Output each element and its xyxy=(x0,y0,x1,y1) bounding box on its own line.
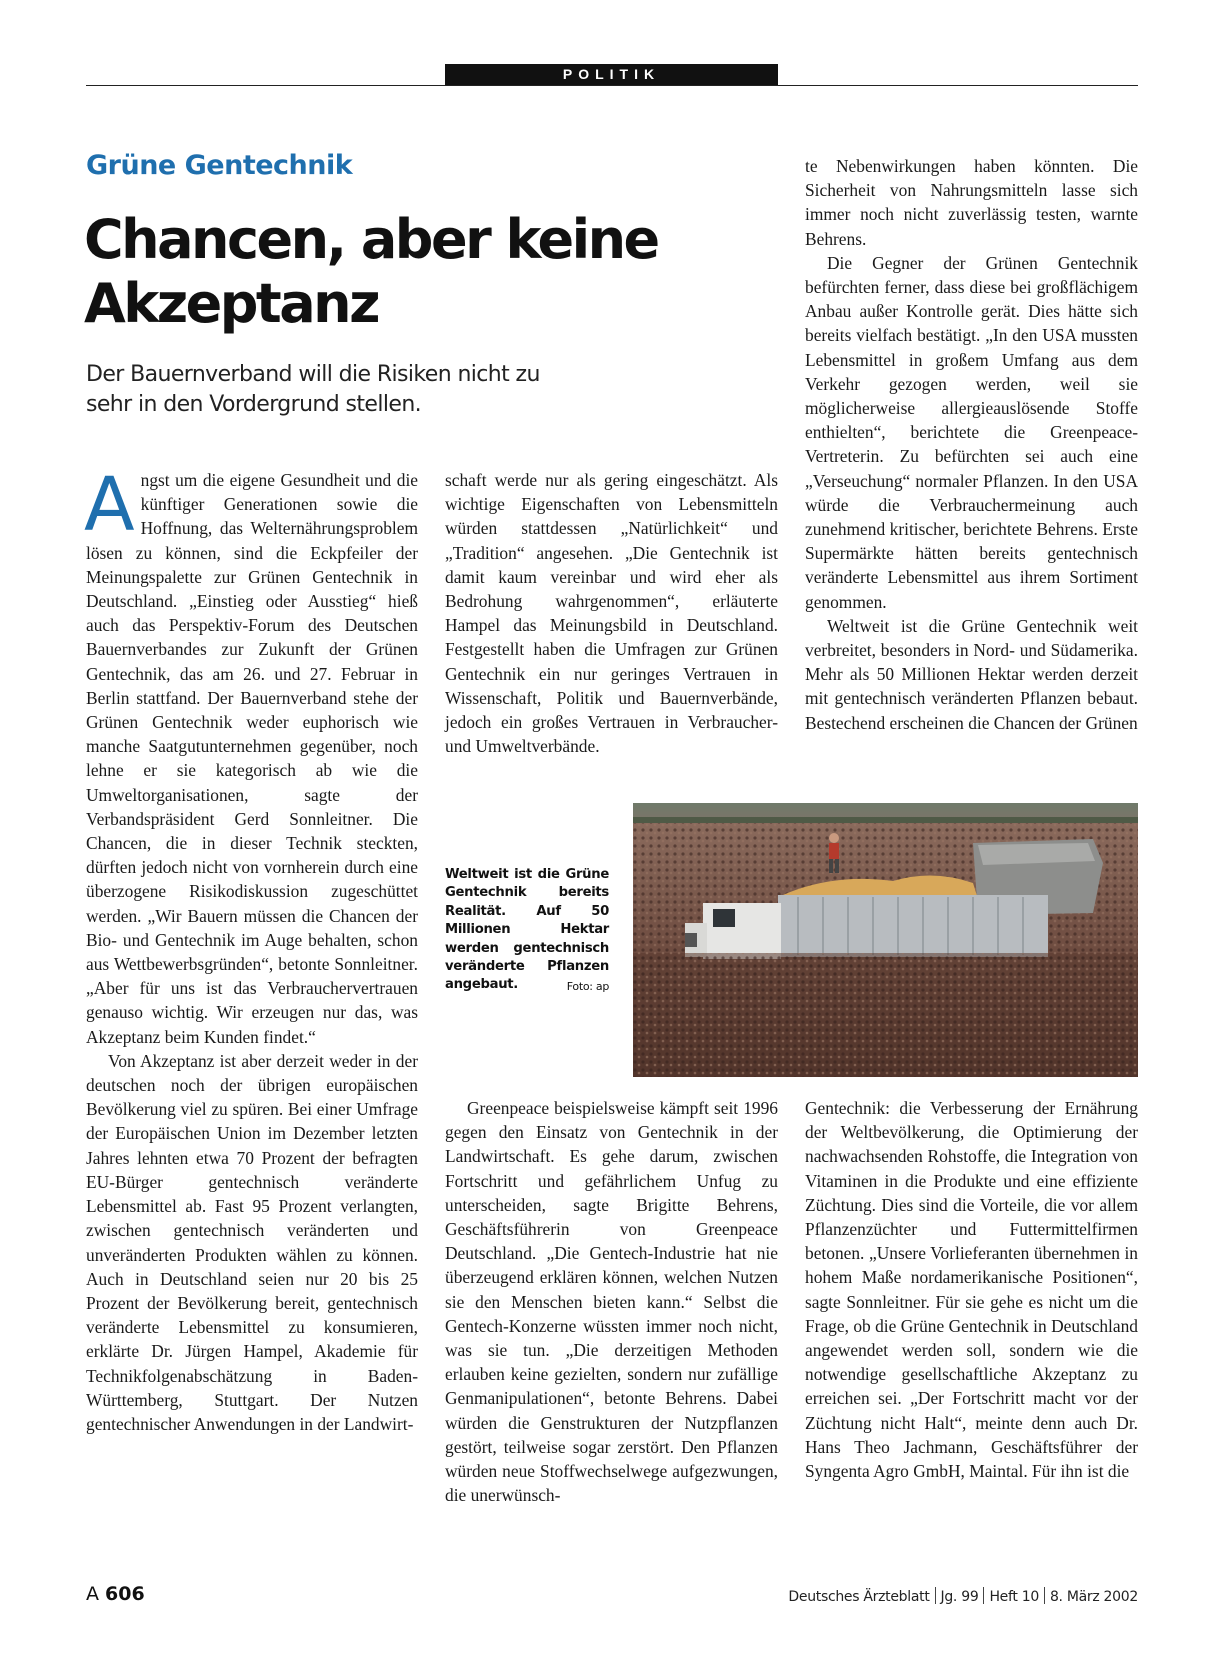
section-label: POLITIK xyxy=(445,64,778,85)
article-headline: Chancen, aber keine Akzeptanz xyxy=(84,208,658,335)
paragraph: Die Gegner der Grünen Gentechnik befürchten ferner, dass diese bei großflächigem Anbau außer Kontrolle gerät. Dies hätte sich bereits vielfach bestätigt. „In den USA mussten Lebensmittel in großem Umfang aus dem Verkehr gezogen werden, weil sie möglicherweise allergieauslösende Stoffe enthielten“, berichtete die Greenpeace-Vertreterin. Zu befürchten sei auch eine „Verseuchung“ normaler Pflanzen. In den USA würde die Verbrauchermeinung auch zunehmend kritischer, berichtete Behrens. Erste Supermärkte hätten bereits gentechnisch veränderte Lebensmittel aus ihrem Sortiment genommen. xyxy=(805,252,1138,612)
article-column-3-top xyxy=(805,154,1138,735)
drop-cap: A xyxy=(84,462,135,548)
paragraph xyxy=(84,462,418,1049)
journal-date: 8. März 2002 xyxy=(1049,1589,1138,1605)
paragraph: schaft werde nur als gering eingeschätzt. Als wichtige Eigenschaften von Lebensmitteln würden stattdessen „Natürlichkeit“ und „Tradition“ angesehen. „Die Gentechnik ist damit kaum vereinbar und wird eher als Bedrohung wahrgenommen“, erläuterte Hampel das Meinungsbild in Deutschland. Festgestellt haben die Umfragen zur Grünen Gentechnik ein nur geringes Vertrauen in Wissenschaft, Politik und Bauernverbände, jedoch ein großes Vertrauen in Verbraucher- und Umweltverbände. xyxy=(445,470,778,757)
paragraph: te Nebenwirkungen haben könnten. Die Sicherheit von Nahrungsmitteln lasse sich immer noch nicht zuverlässig testen, warnte Behrens. xyxy=(805,156,1138,249)
journal-footer xyxy=(788,1587,1138,1605)
harvest-truck-photo xyxy=(633,803,1138,1077)
paragraph-text: ngst um die eigene Gesundheit und die künftiger Generationen sowie die Hoffnung, das Welternährungsproblem lösen zu können, sind die Eckpfeiler der Meinungspalette zur Grünen Gentechnik in Deutschland. „Einstieg oder Ausstieg“ hieß auch das Perspektiv-Forum des Deutschen Bauernverbandes zur Zukunft der Grünen Gentechnik, das am 26. und 27. Februar in Berlin stattfand. Der Bauernverband stehe der Grünen Gentechnik weder euphorisch wie manche Saatgutunternehmen gegenüber, noch lehne er sie kategorisch ab wie die Umweltorganisationen, sagte der Verbandspräsident Gerd Sonnleitner. Die Chancen, die in dieser Technik steckten, dürften jedoch nicht von vornherein durch eine überzogene Risikodiskussion zugeschüttet werden. „Wir Bauern müssen die Chancen der Bio- und Gentechnik im Auge behalten, schon aus Wettbewerbsgründen“, betonte Sonnleitner. „Aber für uns ist das Verbrauchervertrauen genauso wichtig. Wir erzeugen nur das, was Akzeptanz beim Kunden findet.“ xyxy=(86,470,418,1047)
journal-name: Deutsches Ärzteblatt xyxy=(788,1589,930,1605)
article-column-1 xyxy=(84,462,418,1436)
header-rule xyxy=(86,85,1138,86)
divider xyxy=(983,1587,984,1604)
article-column-2-bottom xyxy=(445,1096,778,1507)
paragraph: Greenpeace beispielsweise kämpft seit 1996 gegen den Einsatz von Gentechnik in der Landwirtschaft. Es gehe darum, zwischen Fortschritt und gefährlichem Unfug zu unterscheiden, sagte Brigitte Behrens, Geschäftsführerin von Greenpeace Deutschland. „Die Gentech-Industrie hat nie überzeugend erklären können, welchen Nutzen sie den Menschen bieten kann.“ Selbst die Gentech-Konzerne wüssten immer noch nicht, was sie tun. „Die derzeitigen Methoden erlauben keine gezielten, sondern nur zufällige Genmanipulationen“, betonte Behrens. Dabei würden die Genstrukturen der Nutzpflanzen gestört, teilweise sogar zerstört. Den Pflanzen würden neue Stoffwechselwege aufgezwungen, die unerwünsch- xyxy=(445,1098,778,1506)
caption-text: Weltweit ist die Grüne Gentechnik bereits Realität. Auf 50 Millionen Hektar werden gentechnisch veränderte Pflanzen angebaut. xyxy=(445,867,609,993)
paragraph: Von Akzeptanz ist aber derzeit weder in der deutschen noch der übrigen europäischen Bevölkerung viel zu spüren. Bei einer Umfrage der Europäischen Union im Dezember letzten Jahres lehnten etwa 70 Prozent der befragten EU-Bürger gentechnisch veränderte Lebensmittel ab. Fast 95 Prozent verlangten, zwischen gentechnisch veränderten und unveränderten Produkten wählen zu können. Auch in Deutschland seien nur 20 bis 25 Prozent der Bevölkerung bereit, gentechnisch veränderte Lebensmittel zu konsumieren, erklärte Dr. Jürgen Hampel, Akademie für Technikfolgenabschätzung in Baden-Württemberg, Stuttgart. Der Nutzen gentechnischer Anwendungen in der Landwirt- xyxy=(86,1050,418,1434)
divider xyxy=(1044,1587,1045,1604)
photo-credit: Foto: ap xyxy=(566,980,609,994)
page-number-value: 606 xyxy=(105,1583,145,1605)
article-photo xyxy=(633,803,1138,1077)
page-prefix: A xyxy=(86,1583,99,1605)
journal-volume: Jg. 99 xyxy=(940,1589,979,1605)
paragraph: Weltweit ist die Grüne Gentechnik weit verbreitet, besonders in Nord- und Südamerika. Mehr als 50 Millionen Hektar werden derzeit mit gentechnisch veränderten Pflanzen bebaut. Bestechend erscheinen die Chancen der Grünen xyxy=(805,615,1138,733)
article-column-3-bottom xyxy=(805,1096,1138,1483)
journal-issue: Heft 10 xyxy=(989,1589,1039,1605)
article-deck: Der Bauernverband will die Risiken nicht zu sehr in den Vordergrund stellen. xyxy=(86,362,540,417)
paragraph: Gentechnik: die Verbesserung der Ernährung der Weltbevölkerung, die Optimierung der nachwachsenden Rohstoffe, die Integration von Vitaminen in die Produkte und eine effiziente Züchtung. Dies sind die Vorteile, die vor allem Pflanzenzüchter und Futtermittelfirmen betonen. „Unsere Vorlieferanten übernehmen in hohem Maße nordamerikanische Positionen“, sagte Sonnleitner. Für sie gehe es nicht um die Frage, ob die Grüne Gentechnik in Deutschland angewendet werden soll, sondern wie die notwendige gesellschaftliche Akzeptanz zu erreichen sei. „Der Fortschritt macht vor der Züchtung nicht Halt“, meinte denn auch Dr. Hans Theo Jachmann, Geschäftsführer der Syngenta Agro GmbH, Maintal. Für ihn ist die xyxy=(805,1098,1138,1482)
divider xyxy=(935,1587,936,1604)
article-kicker: Grüne Gentechnik xyxy=(86,150,353,181)
photo-caption xyxy=(445,866,609,997)
article-column-2-top xyxy=(445,468,778,758)
page-number xyxy=(86,1583,145,1605)
